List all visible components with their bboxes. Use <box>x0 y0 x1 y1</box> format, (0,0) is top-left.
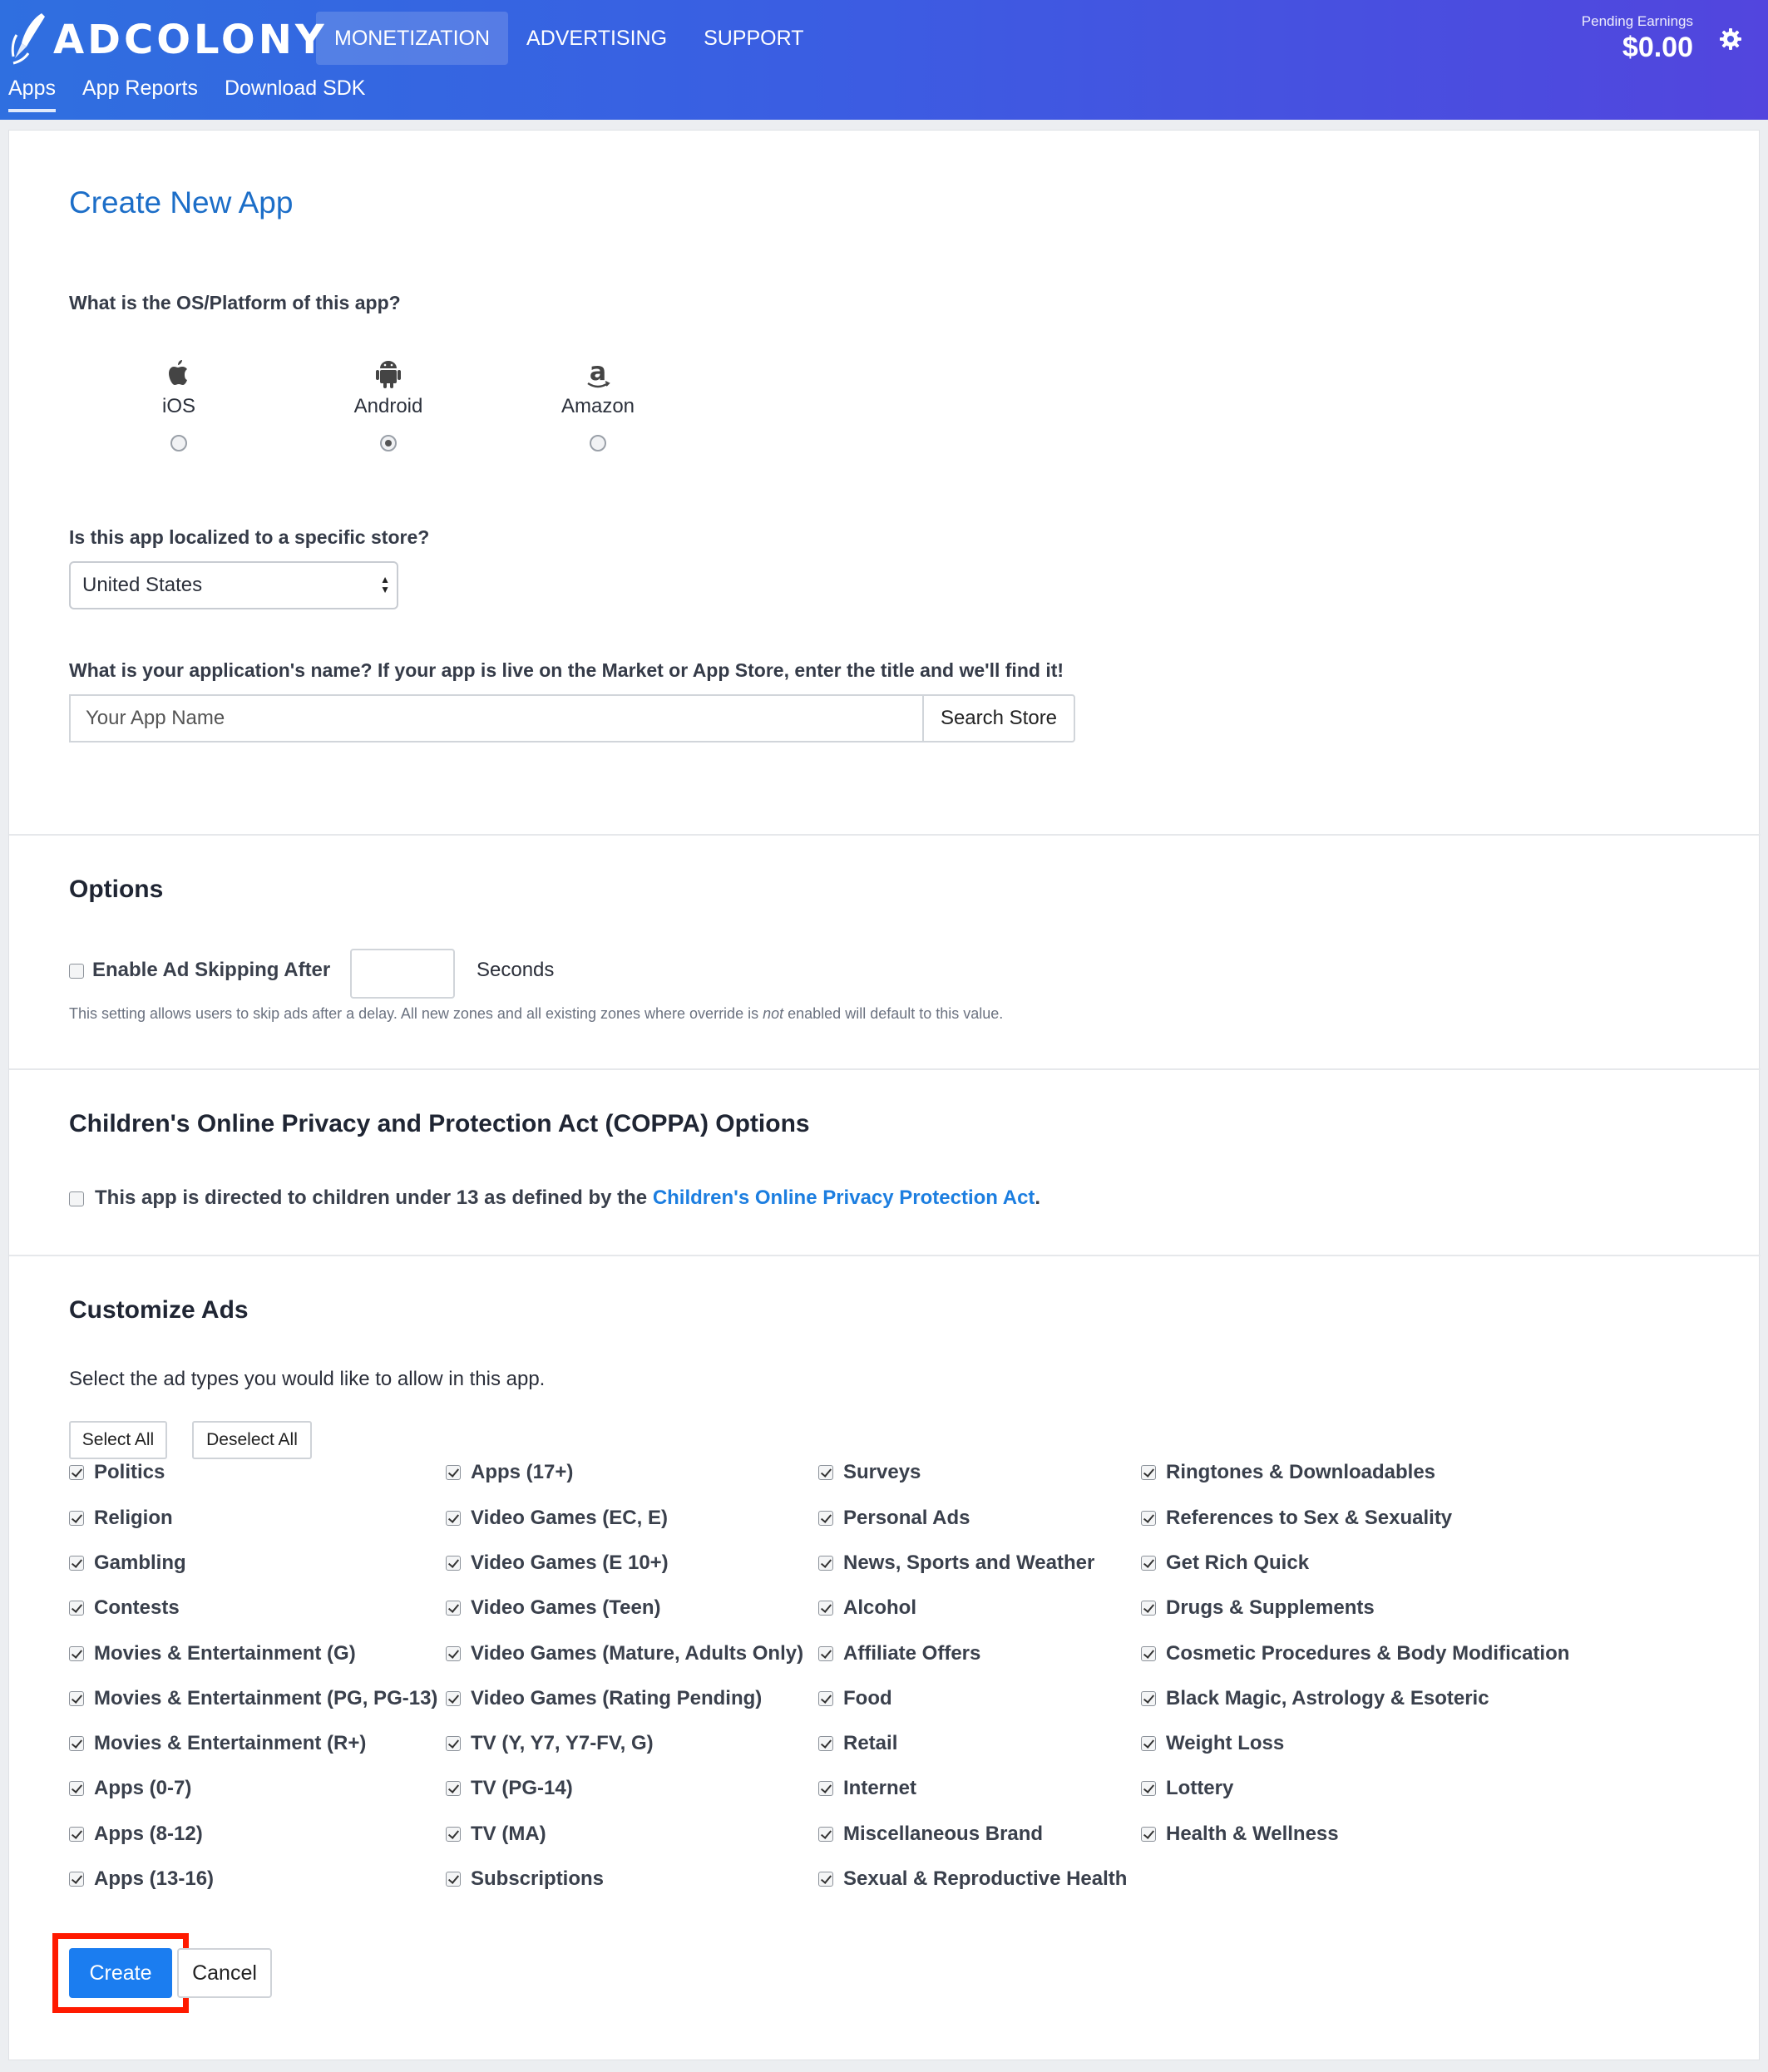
ad-type-item[interactable] <box>818 1596 916 1621</box>
ad-type-checkbox[interactable] <box>818 1691 833 1706</box>
top-navigation-bar <box>0 0 1768 120</box>
ad-type-item[interactable] <box>1141 1506 1452 1531</box>
ad-type-checkbox[interactable] <box>1141 1601 1156 1616</box>
ad-type-checkbox[interactable] <box>69 1465 84 1480</box>
ad-skipping-note: This setting allows users to skip ads after a delay. All new zones and all existing zones where override is not enabled will default to this value. <box>69 1005 1004 1022</box>
amazon-icon <box>583 357 613 390</box>
ad-type-checkbox[interactable] <box>818 1556 833 1571</box>
ad-type-checkbox[interactable] <box>818 1465 833 1480</box>
store-select[interactable] <box>69 561 398 609</box>
gear-icon[interactable] <box>1718 27 1743 52</box>
ad-type-item[interactable] <box>446 1731 654 1756</box>
ad-type-checkbox[interactable] <box>69 1691 84 1706</box>
apple-icon <box>164 357 194 390</box>
ad-type-label: Cosmetic Procedures & Body Modification <box>1166 1642 1570 1665</box>
ad-type-item[interactable] <box>69 1867 214 1892</box>
platform-radio-ios[interactable] <box>170 435 187 451</box>
create-app-card <box>8 130 1760 2060</box>
ad-type-checkbox[interactable] <box>818 1781 833 1796</box>
select-all-button[interactable]: Select All <box>69 1421 167 1459</box>
ad-type-label: Religion <box>94 1507 173 1529</box>
android-icon <box>373 357 403 390</box>
ad-type-checkbox[interactable] <box>446 1556 461 1571</box>
ad-type-label: Miscellaneous Brand <box>843 1823 1044 1845</box>
ad-type-item[interactable] <box>69 1506 173 1531</box>
platform-amazon[interactable] <box>531 353 664 451</box>
ad-skipping-label: Enable Ad Skipping After <box>92 959 331 981</box>
ad-type-label: Politics <box>94 1461 165 1483</box>
coppa-checkbox[interactable] <box>69 1191 84 1206</box>
ad-type-label: Video Games (Rating Pending) <box>471 1687 763 1709</box>
ad-skipping-checkbox[interactable] <box>69 964 84 979</box>
pending-earnings <box>1582 13 1693 64</box>
ad-type-checkbox[interactable] <box>1141 1556 1156 1571</box>
ad-type-label: References to Sex & Sexuality <box>1166 1507 1453 1529</box>
ad-type-label: Sexual & Reproductive Health <box>843 1867 1128 1890</box>
ad-type-checkbox[interactable] <box>69 1827 84 1842</box>
ad-type-item[interactable] <box>818 1731 897 1756</box>
ad-type-checkbox[interactable] <box>446 1691 461 1706</box>
ad-type-label: Movies & Entertainment (G) <box>94 1642 356 1665</box>
coppa-link[interactable]: Children's Online Privacy Protection Act <box>652 1186 1035 1209</box>
ad-type-item[interactable] <box>69 1822 203 1847</box>
ad-type-checkbox[interactable] <box>446 1872 461 1887</box>
ad-type-label: Internet <box>843 1777 917 1799</box>
ad-type-label: Apps (17+) <box>471 1461 574 1483</box>
ad-type-item[interactable] <box>818 1460 921 1485</box>
rocket-logo-icon <box>8 10 50 70</box>
adcolony-logo[interactable] <box>8 7 328 73</box>
platform-label: Amazon <box>561 395 635 417</box>
nav-monetization[interactable]: MONETIZATION <box>316 12 508 65</box>
ad-type-label: News, Sports and Weather <box>843 1552 1095 1574</box>
search-store-button[interactable]: Search Store <box>922 694 1075 742</box>
subnav-apps[interactable]: Apps <box>8 76 56 112</box>
ad-type-item[interactable] <box>818 1867 1127 1892</box>
ad-type-label: Video Games (E 10+) <box>471 1552 669 1574</box>
ad-type-item[interactable] <box>1141 1822 1339 1847</box>
ad-type-label: Apps (13-16) <box>94 1867 215 1890</box>
ad-type-item[interactable] <box>69 1460 165 1485</box>
ad-type-label: Movies & Entertainment (PG, PG-13) <box>94 1687 438 1709</box>
ad-type-item[interactable] <box>1141 1686 1489 1711</box>
ad-type-item[interactable] <box>818 1506 970 1531</box>
ad-type-item[interactable] <box>1141 1641 1569 1666</box>
ad-type-label: Gambling <box>94 1552 186 1574</box>
app-name-question: What is your application's name? If your app is live on the Market or App Store, enter the title and we'll find it! <box>69 659 1064 681</box>
ad-type-label: Ringtones & Downloadables <box>1166 1461 1436 1483</box>
platform-label: iOS <box>161 395 195 417</box>
ad-type-item[interactable] <box>446 1551 669 1576</box>
ad-type-item[interactable] <box>69 1641 356 1666</box>
nav-advertising[interactable]: ADVERTISING <box>526 26 668 50</box>
customize-instruction: Select the ad types you would like to allow in this app. <box>69 1368 546 1390</box>
ad-type-checkbox[interactable] <box>446 1601 461 1616</box>
ad-type-checkbox[interactable] <box>1141 1465 1156 1480</box>
seconds-label: Seconds <box>477 959 555 981</box>
ad-type-label: TV (Y, Y7, Y7-FV, G) <box>471 1732 654 1754</box>
ad-type-checkbox[interactable] <box>69 1781 84 1796</box>
coppa-label: This app is directed to children under 13 as defined by the Children's Online Privacy Protection Act. <box>95 1186 1041 1209</box>
ad-type-checkbox[interactable] <box>446 1736 461 1751</box>
ad-type-label: TV (MA) <box>471 1823 546 1845</box>
ad-type-label: Lottery <box>1166 1777 1234 1799</box>
ad-type-checkbox[interactable] <box>69 1736 84 1751</box>
ad-type-item[interactable] <box>1141 1776 1233 1801</box>
ad-type-checkbox[interactable] <box>1141 1827 1156 1842</box>
ad-type-item[interactable] <box>69 1686 437 1711</box>
platform-label: Android <box>353 395 423 417</box>
platform-android[interactable] <box>322 353 455 451</box>
ad-type-label: Black Magic, Astrology & Esoteric <box>1166 1687 1489 1709</box>
ad-type-checkbox[interactable] <box>446 1511 461 1526</box>
ad-type-label: Video Games (Mature, Adults Only) <box>471 1642 804 1665</box>
options-heading: Options <box>69 876 164 903</box>
app-name-input[interactable]: Your App Name <box>69 694 922 742</box>
section-divider <box>9 1068 1761 1070</box>
coppa-heading: Children's Online Privacy and Protection Act (COPPA) Options <box>69 1110 810 1137</box>
ad-type-checkbox[interactable] <box>446 1827 461 1842</box>
section-divider <box>9 1255 1761 1256</box>
ad-type-checkbox[interactable] <box>818 1511 833 1526</box>
ad-type-item[interactable] <box>1141 1551 1309 1576</box>
ad-type-item[interactable] <box>446 1822 546 1847</box>
ad-type-item[interactable] <box>818 1822 1043 1847</box>
ad-type-label: Health & Wellness <box>1166 1823 1339 1845</box>
cancel-button[interactable]: Cancel <box>177 1948 272 1998</box>
subnav-app-reports[interactable]: App Reports <box>81 76 198 100</box>
ad-type-checkbox[interactable] <box>69 1511 84 1526</box>
main-nav <box>316 12 822 65</box>
earnings-value: $0.00 <box>1622 32 1693 63</box>
ad-type-checkbox[interactable] <box>818 1827 833 1842</box>
ad-type-item[interactable] <box>446 1506 668 1531</box>
ad-type-checkbox[interactable] <box>818 1601 833 1616</box>
platform-ios[interactable] <box>112 353 245 451</box>
ad-type-label: Personal Ads <box>843 1507 970 1529</box>
ad-type-checkbox[interactable] <box>818 1646 833 1661</box>
store-question: Is this app localized to a specific store? <box>69 526 430 548</box>
ad-type-checkbox[interactable] <box>69 1646 84 1661</box>
ad-type-label: Apps (0-7) <box>94 1777 192 1799</box>
page-title: Create New App <box>69 185 294 220</box>
ad-type-checkbox[interactable] <box>1141 1511 1156 1526</box>
ad-type-item[interactable] <box>446 1776 573 1801</box>
platform-question: What is the OS/Platform of this app? <box>69 292 401 313</box>
ad-type-item[interactable] <box>69 1776 191 1801</box>
svg-text:a: a <box>589 358 607 387</box>
ad-type-label: Alcohol <box>843 1596 916 1619</box>
ad-type-label: Food <box>843 1687 892 1709</box>
ad-type-checkbox[interactable] <box>1141 1646 1156 1661</box>
ad-type-item[interactable] <box>69 1596 180 1621</box>
ad-type-item[interactable] <box>1141 1596 1375 1621</box>
ad-type-label: Video Games (EC, E) <box>471 1507 668 1529</box>
ad-type-checkbox[interactable] <box>446 1781 461 1796</box>
ad-type-checkbox[interactable] <box>1141 1781 1156 1796</box>
deselect-all-button[interactable]: Deselect All <box>192 1421 312 1459</box>
ad-type-item[interactable] <box>818 1641 980 1666</box>
platform-radio-android[interactable] <box>380 435 397 451</box>
ad-type-label: Retail <box>843 1732 898 1754</box>
ad-type-checkbox[interactable] <box>446 1646 461 1661</box>
platform-radio-amazon[interactable] <box>590 435 606 451</box>
ad-type-checkbox[interactable] <box>1141 1736 1156 1751</box>
ad-type-label: Movies & Entertainment (R+) <box>94 1732 367 1754</box>
ad-type-checkbox[interactable] <box>446 1465 461 1480</box>
ad-type-item[interactable] <box>818 1776 916 1801</box>
ad-type-item[interactable] <box>446 1867 604 1892</box>
ad-type-label: Subscriptions <box>471 1867 605 1890</box>
ad-type-item[interactable] <box>446 1596 661 1621</box>
ad-type-label: Weight Loss <box>1166 1732 1285 1754</box>
ad-type-checkbox[interactable] <box>818 1736 833 1751</box>
ad-type-item[interactable] <box>446 1641 803 1666</box>
earnings-label: Pending Earnings <box>1581 13 1693 29</box>
ad-type-checkbox[interactable] <box>1141 1691 1156 1706</box>
ad-type-item[interactable] <box>818 1686 892 1711</box>
ad-type-label: Affiliate Offers <box>843 1642 981 1665</box>
ad-type-label: Apps (8-12) <box>94 1823 203 1845</box>
ad-type-checkbox[interactable] <box>69 1872 84 1887</box>
brand-name: ADCOLONY <box>53 17 328 63</box>
sub-nav <box>8 76 365 112</box>
ad-type-label: Get Rich Quick <box>1166 1552 1310 1574</box>
select-arrows-icon: ▲ ▼ <box>380 574 390 595</box>
ad-type-item[interactable] <box>1141 1460 1435 1485</box>
store-select-value: United States <box>82 574 203 596</box>
ad-type-checkbox[interactable] <box>69 1601 84 1616</box>
ad-type-item[interactable] <box>69 1551 186 1576</box>
ad-type-item[interactable] <box>446 1460 573 1485</box>
customize-ads-heading: Customize Ads <box>69 1296 249 1324</box>
ad-type-label: Surveys <box>843 1461 921 1483</box>
ad-type-label: Contests <box>94 1596 180 1619</box>
ad-type-item[interactable] <box>69 1731 366 1756</box>
skip-seconds-input[interactable] <box>350 949 455 999</box>
create-button[interactable]: Create <box>69 1948 172 1998</box>
subnav-download-sdk[interactable]: Download SDK <box>224 76 366 100</box>
nav-support[interactable]: SUPPORT <box>704 26 804 50</box>
ad-type-checkbox[interactable] <box>69 1556 84 1571</box>
ad-type-item[interactable] <box>1141 1731 1284 1756</box>
ad-type-label: Drugs & Supplements <box>1166 1596 1375 1619</box>
ad-type-label: TV (PG-14) <box>471 1777 573 1799</box>
ad-type-item[interactable] <box>446 1686 762 1711</box>
ad-type-label: Video Games (Teen) <box>471 1596 661 1619</box>
ad-type-checkbox[interactable] <box>818 1872 833 1887</box>
section-divider <box>9 834 1761 836</box>
ad-type-item[interactable] <box>818 1551 1094 1576</box>
